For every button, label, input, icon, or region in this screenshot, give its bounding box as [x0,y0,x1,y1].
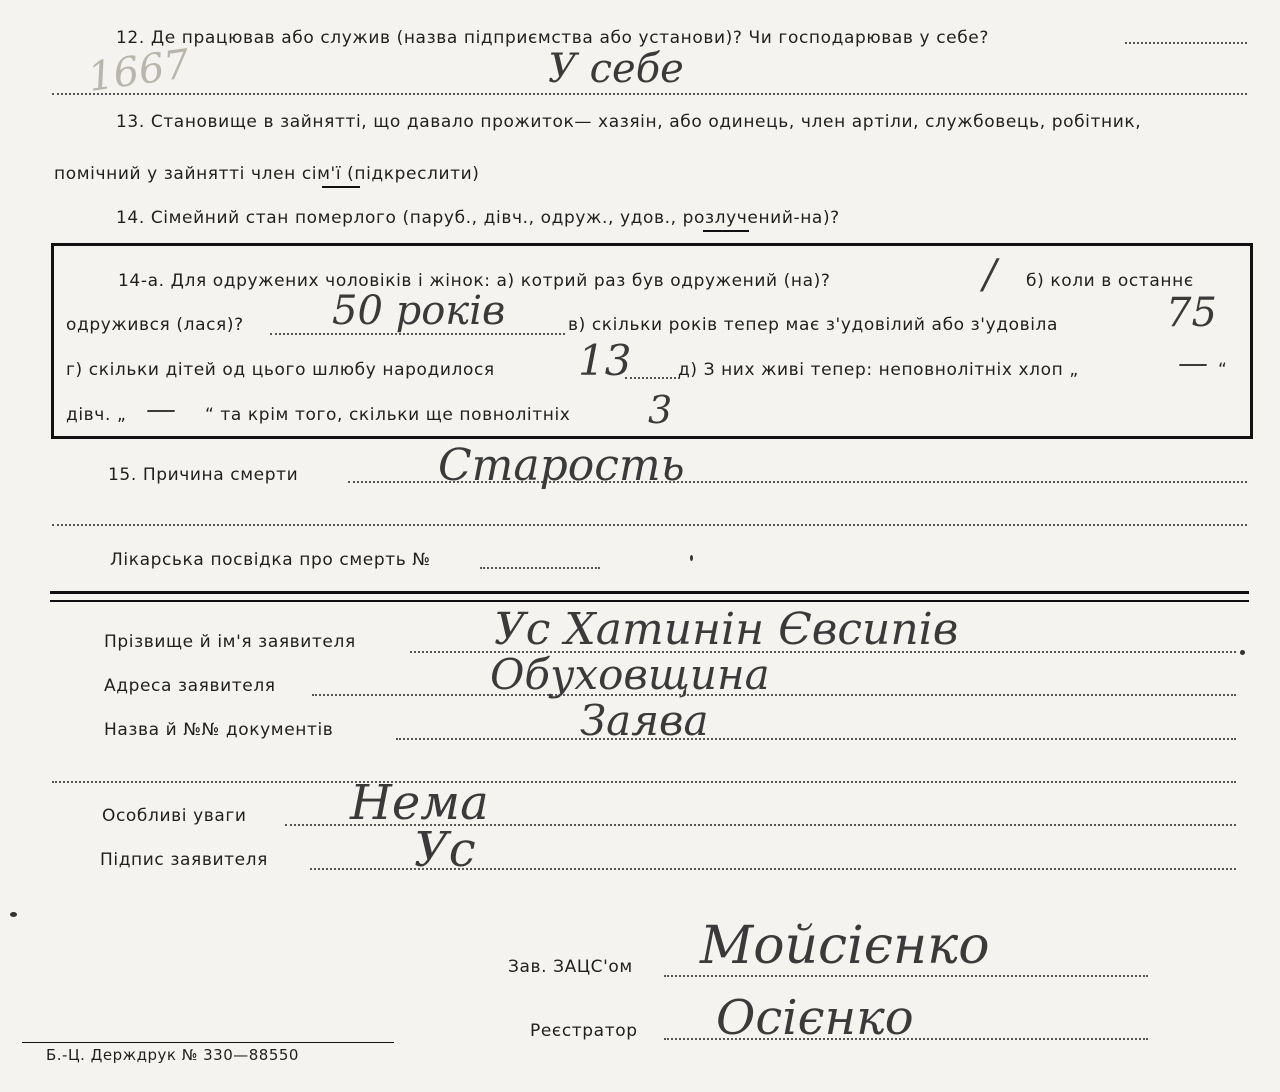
applicant-address-label: Адреса заявителя [104,676,276,696]
q14a-line2-c: в) скільки років тепер має з'удовілий або з'удовіла [568,315,1059,335]
head-label: Зав. ЗАЦС'ом [508,957,633,977]
q15-answer: Старость [438,440,685,491]
footer-printer: Б.-Ц. Держдрук № 330—88550 [46,1046,299,1064]
q14a-answer-a: / [983,252,997,298]
applicant-name-value: Ус Хатинін Євсипів [494,604,959,655]
q14a-line1-b: б) коли в останнє [1026,271,1194,291]
certificate-label: Лікарська посвідка про смерть № [110,550,431,570]
q12-dotted-line-2 [52,93,1247,95]
applicant-docs-value: Заява [580,696,709,745]
applicant-notes-label: Особливі уваги [102,806,247,826]
q12-label: 12. Де працював або служив (назва підприємства або установи)? Чи господарював у себе? [116,28,989,48]
applicant-docs-label: Назва й №№ документів [104,720,334,740]
certificate-dots [480,567,600,569]
divider-rule-bottom [50,600,1249,602]
q14-label: 14. Сімейний стан померлого (паруб., дівч., одруж., удов., розлучений-на)? [116,208,840,228]
registrar-label: Реєстратор [530,1021,638,1041]
divider-rule-top [50,591,1249,594]
q15-label: 15. Причина смерти [108,465,299,485]
registrar-signature: Осієнко [716,990,914,1046]
ink-speck [10,912,17,917]
ink-speck [1240,650,1245,655]
q14a-line3-dots [625,377,680,379]
q14a-answer-c: 75 [1166,290,1217,336]
q14a-answer-d1: — [1178,346,1208,381]
applicant-notes-value: Нема [350,775,489,831]
q14a-line2-a: одружився (лася)? [66,315,244,335]
applicant-name-label: Прізвище й ім'я заявителя [104,632,356,652]
q12-dotted-line-1 [1125,42,1247,44]
q14a-answer-d3: 3 [648,388,673,432]
q15-dots-2 [52,524,1247,526]
q13-line1: 13. Становище в зайнятті, що давало прожиток— хазяін, або одинець, член артіли, службовець, робітник, [116,112,1142,132]
applicant-docs-dots [396,738,1236,740]
q13-line2: помічний у зайнятті член сім'ї (підкреслити) [54,164,480,184]
applicant-address-dots [312,694,1236,696]
q14-underline-mark [703,230,749,232]
head-signature: Мойсієнко [700,916,990,976]
q14a-answer-g: 13 [578,336,632,385]
q14a-line3-g: г) скільки дітей од цього шлюбу народилося [66,360,495,380]
applicant-extra-dots [52,781,1236,783]
footer-rule [22,1042,394,1043]
q14a-answer-d2: — [146,392,176,427]
q14a-answer-b: 50 років [332,288,506,334]
q14a-line3-d: д) З них живі тепер: неповнолітніх хлоп „ [678,360,1079,380]
q12-answer: У себе [548,46,684,92]
q13-underline-mark [322,186,360,188]
applicant-address-value: Обуховщина [490,650,770,699]
q12-margin-note: 1667 [85,41,193,101]
applicant-signature-value: Ус [414,822,476,878]
applicant-signature-label: Підпис заявителя [100,850,268,870]
q14a-line4-b: “ та крім того, скільки ще повнолітніх [205,405,571,425]
ink-speck [690,555,693,561]
q14a-line3-end: “ [1218,360,1228,380]
q14a-line1-a: 14-а. Для одружених чоловіків і жінок: а) котрий раз був одружений (на)? [118,271,831,291]
q14a-line4-a: дівч. „ [66,405,127,425]
